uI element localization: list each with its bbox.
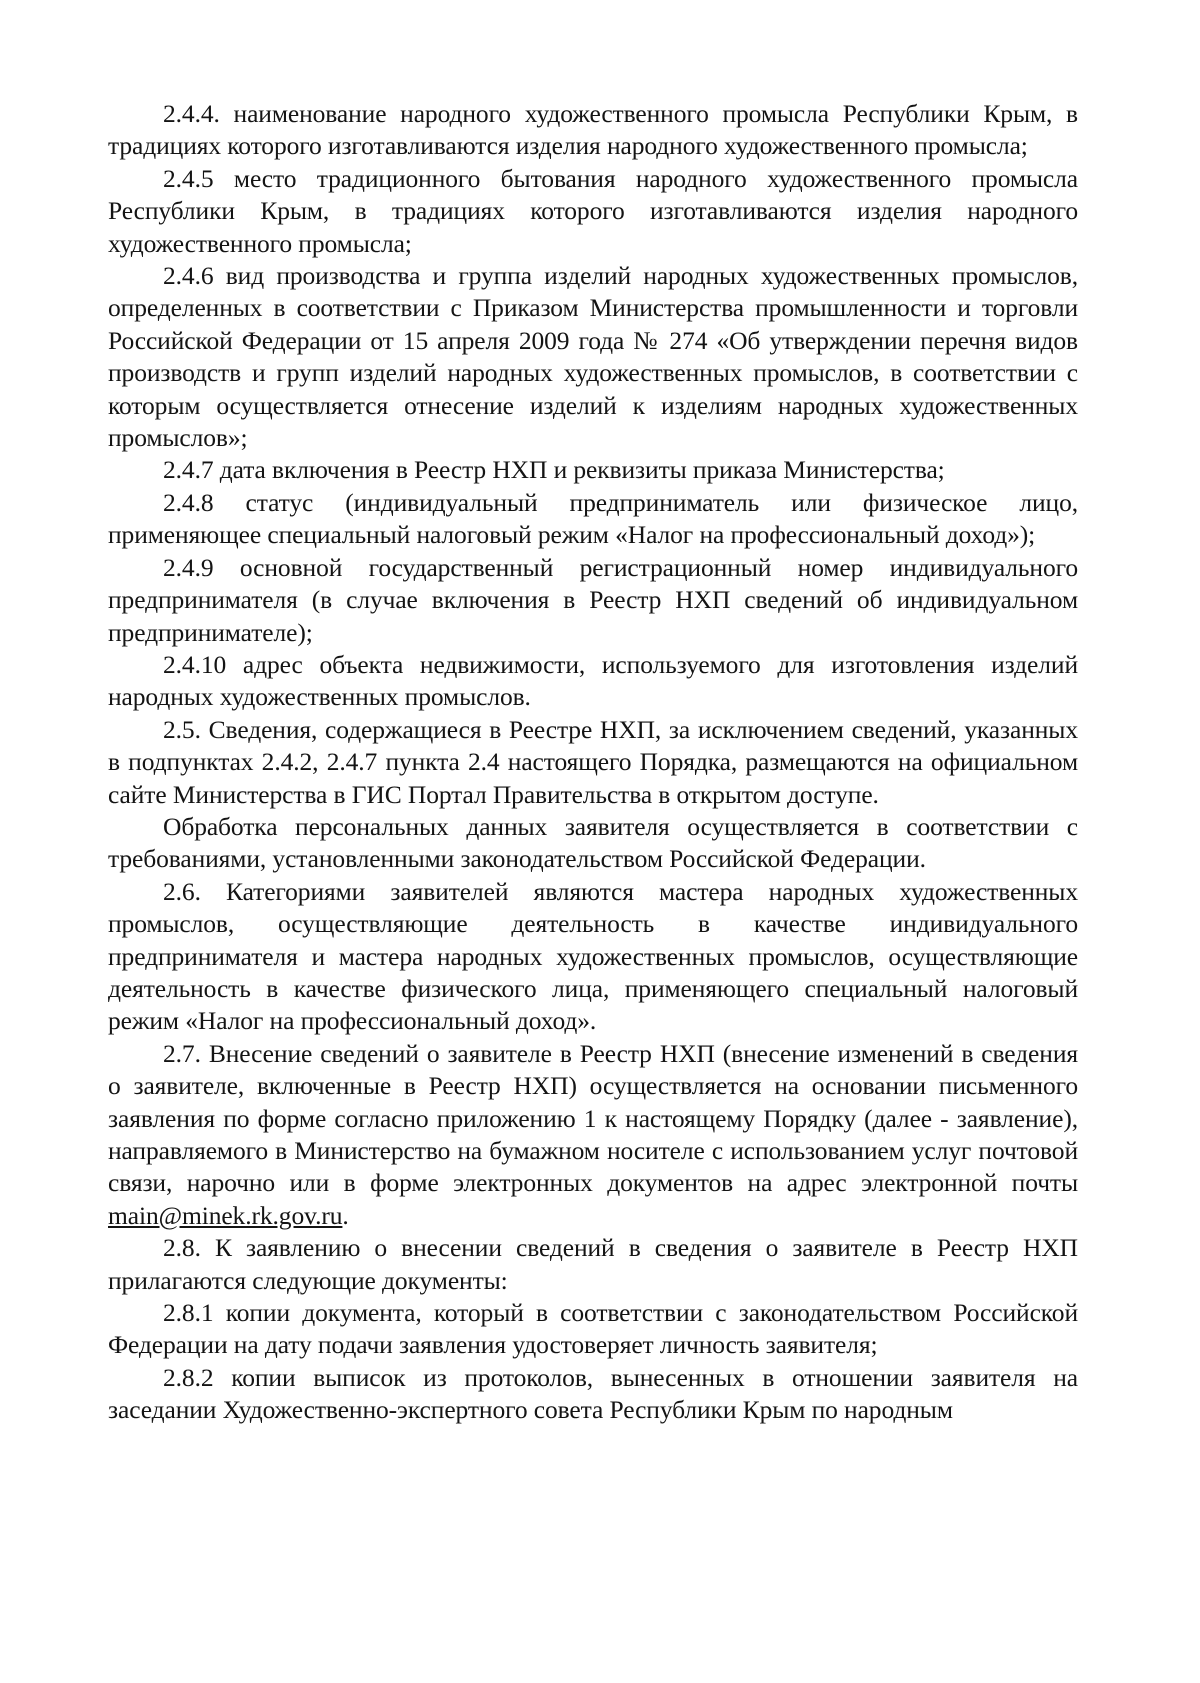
- paragraph-2-4-8: 2.4.8 статус (индивидуальный предприниматель или физическое лицо, применяющее специальный налоговый режим «Налог на профессиональный доход»);: [108, 487, 1078, 550]
- paragraph-2-6: 2.6. Категориями заявителей являются мастера народных художественных промыслов, осуществляющие деятельность в качестве индивидуального предпринимателя и мастера народных художественных промыслов, осуществляющие деятельность в качестве физического лица, применяющего специальный налоговый режим «Налог на профессиональный доход».: [108, 876, 1078, 1036]
- paragraph-2-7-end: .: [342, 1200, 349, 1230]
- paragraph-2-4-6: 2.4.6 вид производства и группа изделий народных художественных промыслов, определенных в соответствии с Приказом Министерства промышленности и торговли Российской Федерации от 15 апреля 2009 года № 274 «Об утверждении перечня видов производств и групп изделий народных художественных промыслов, в соответствии с которым осуществляется отнесение изделий к изделиям народных художественных промыслов»;: [108, 261, 1078, 453]
- document-body: [108, 98, 1078, 1427]
- paragraph-2-4-10: 2.4.10 адрес объекта недвижимости, используемого для изготовления изделий народных художественных промыслов.: [108, 649, 1078, 712]
- paragraph-2-5: 2.5. Сведения, содержащиеся в Реестре НХП, за исключением сведений, указанных в подпунктах 2.4.2, 2.4.7 пункта 2.4 настоящего Порядка, размещаются на официальном сайте Министерства в ГИС Портал Правительства в открытом доступе.: [108, 714, 1078, 809]
- paragraph-personal-data: Обработка персональных данных заявителя осуществляется в соответствии с требованиями, установленными законодательством Российской Федерации.: [108, 811, 1078, 874]
- paragraph-2-4-5: 2.4.5 место традиционного бытования народного художественного промысла Республики Крым, в традициях которого изготавливаются изделия народного художественного промысла;: [108, 163, 1078, 258]
- paragraph-2-8: 2.8. К заявлению о внесении сведений в сведения о заявителе в Реестр НХП прилагаются следующие документы:: [108, 1233, 1078, 1295]
- paragraph-2-4-9: 2.4.9 основной государственный регистрационный номер индивидуального предпринимателя (в случае включения в Реестр НХП сведений об индивидуальном предпринимателе);: [108, 552, 1078, 647]
- paragraph-2-8-2: 2.8.2 копии выписок из протоколов, вынесенных в отношении заявителя на заседании Художественно-экспертного совета Республики Крым по народным: [108, 1362, 1078, 1425]
- email-link[interactable]: main@minek.rk.gov.ru: [108, 1200, 343, 1230]
- paragraph-2-7: [108, 1038, 1078, 1232]
- paragraph-2-4-7: 2.4.7 дата включения в Реестр НХП и реквизиты приказа Министерства;: [163, 455, 945, 485]
- paragraph-2-8-1: 2.8.1 копии документа, который в соответствии с законодательством Российской Федерации на дату подачи заявления удостоверяет личность заявителя;: [108, 1298, 1078, 1360]
- paragraph-2-7-text: 2.7. Внесение сведений о заявителе в Реестр НХП (внесение изменений в сведения о заявителе, включенные в Реестр НХП) осуществляется на основании письменного заявления по форме согласно приложению 1 к настоящему Порядку (далее - заявление), направляемого в Министерство на бумажном носителе с использованием услуг почтовой связи, нарочно или в форме электронных документов на адрес электронной почты: [108, 1038, 1078, 1198]
- paragraph-2-4-4: 2.4.4. наименование народного художественного промысла Республики Крым, в традициях которого изготавливаются изделия народного художественного промысла;: [108, 99, 1078, 161]
